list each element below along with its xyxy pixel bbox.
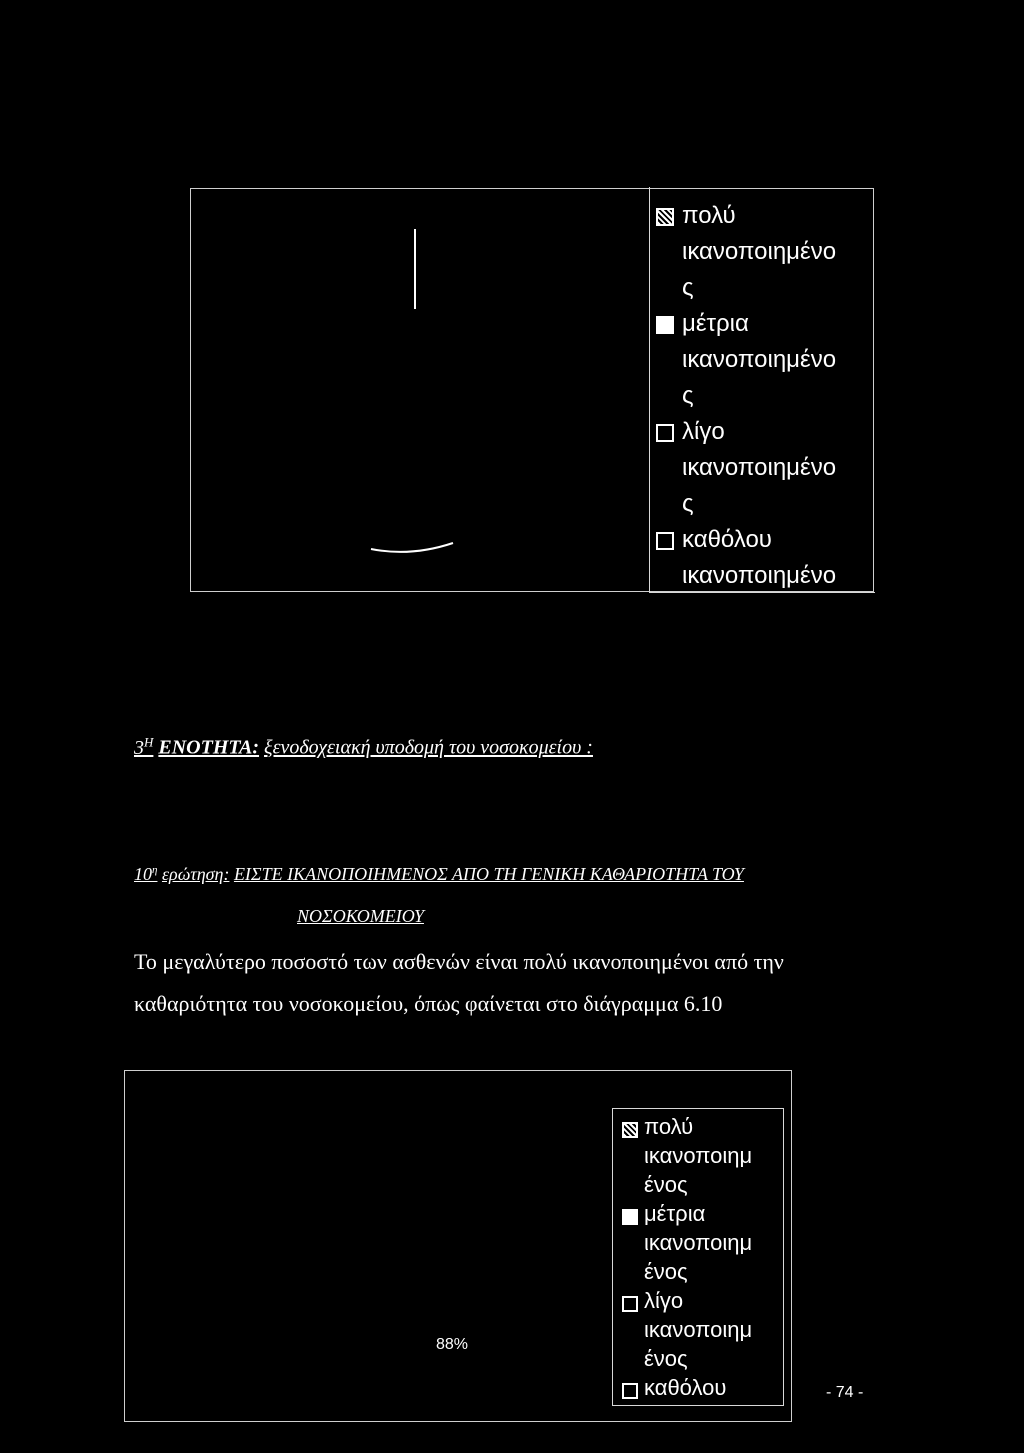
question-label: ερώτηση: (161, 864, 230, 884)
paragraph-line-1: Το μεγαλύτερο ποσοστό των ασθενών είναι πολύ ικανοποιημένοι από την (134, 949, 784, 974)
legend-1-label-katholou: καθόλου ικανοποιημένο (682, 526, 837, 589)
pie-1-arc-bottom (371, 543, 453, 552)
legend-2-swatch-pattern (622, 1122, 638, 1138)
legend-1-label-ligo: λίγο ικανοποιημένο ς (682, 418, 837, 517)
legend-1-swatch-outline (656, 424, 674, 442)
chart-1-legend-items (652, 198, 874, 592)
legend-2-label-ligo: λίγο ικανοποιημ ένος (644, 1288, 753, 1371)
legend-1-swatch-solid (656, 316, 674, 334)
legend-1-swatch-pattern (656, 208, 674, 226)
question-number: 10 (134, 864, 152, 884)
section-subtitle: ξενοδοχειακή υποδομή του νοσοκομείου : (264, 736, 593, 759)
section-heading (134, 734, 593, 760)
legend-1-swatch-outline-2 (656, 532, 674, 550)
chart-1-pie-remnants (191, 189, 631, 593)
chart-2-data-label: 88% (436, 1336, 469, 1353)
page-number: - 74 - (826, 1384, 864, 1401)
legend-2-swatch-outline-2 (622, 1383, 638, 1399)
legend-2-label-polu: πολύ ικανοποιημ ένος (644, 1114, 753, 1197)
legend-1-label-polu: πολύ ικανοποιημένο ς (682, 202, 837, 301)
section-number: $3^H$ (134, 734, 154, 759)
legend-1-label-metria: μέτρια ικανοποιημένο ς (682, 310, 837, 409)
question-text-1: ΕΙΣΤΕ ΙΚΑΝΟΠΟΙΗΜΕΝΟΣ ΑΠΟ ΤΗ ΓΕΝΙΚΗ ΚΑΘΑΡΙΟΤΗΤΑ ΤΟΥ (233, 864, 744, 884)
legend-2-swatch-outline (622, 1296, 638, 1312)
chart-2-legend-items (614, 1112, 784, 1406)
question-text-2: ΝΟΣΟΚΟΜΕΙΟΥ (297, 906, 424, 926)
legend-2-swatch-solid (622, 1209, 638, 1225)
section-title: ΕΝΟΤΗΤΑ: (158, 736, 260, 759)
legend-2-label-metria: μέτρια ικανοποιημ ένος (644, 1201, 753, 1284)
paragraph-line-2: καθαριότητα του νοσοκομείου, όπως φαίνεται στο διάγραμμα 6.10 (134, 991, 723, 1016)
legend-2-label-katholou: καθόλου (644, 1375, 727, 1400)
question-line-1: $10^\eta$ ερώτηση: ΕΙΣΤΕ ΙΚΑΝΟΠΟΙΗΜΕΝΟΣ ΑΠΟ ΤΗ ΓΕΝΙΚΗ ΚΑΘΑΡΙΟΤΗΤΑ ΤΟΥ (134, 864, 744, 884)
